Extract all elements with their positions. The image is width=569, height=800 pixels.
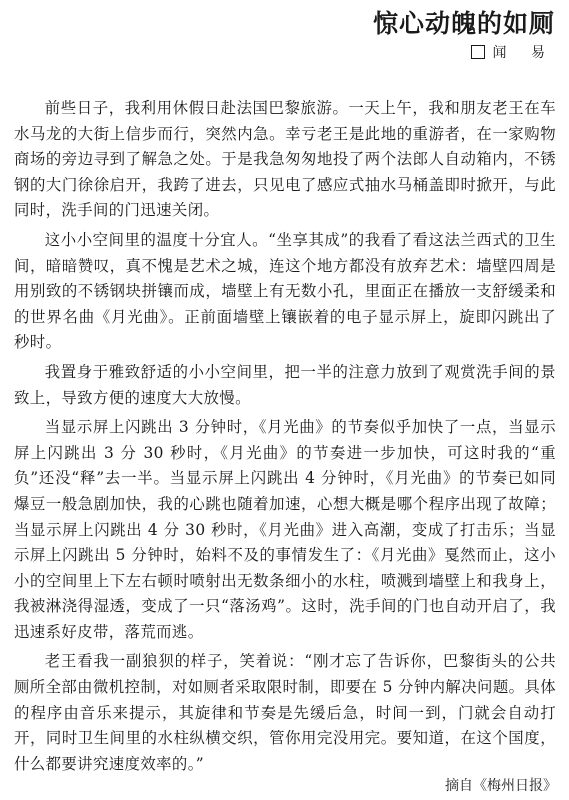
source-credit: 摘自《梅州日报》: [445, 778, 557, 794]
square-icon: [471, 45, 485, 59]
author-line: [471, 42, 555, 62]
paragraph-2: 这小小空间里的温度十分宜人。“坐享其成”的我看了看这法兰西式的卫生间，暗暗赞叹，真不愧是艺术之城，连这个地方都没有放弃艺术：墙壁四周是用别致的不锈钢块拼镶而成，墙壁上有无数小孔，里面正在播放一支舒缓柔和的世界名曲《月光曲》。正前面墙壁上镶嵌着的电子显示屏上，旋即闪跳出了秒时。: [14, 230, 556, 352]
paragraph-3: 我置身于雅致舒适的小小空间里，把一半的注意力放到了观赏洗手间的景致上，导致方便的速度大大放慢。: [14, 362, 556, 407]
article-body: [14, 96, 556, 781]
author-name: 闻 易: [492, 45, 555, 61]
paragraph-5: 老王看我一副狼狈的样子，笑着说：“刚才忘了告诉你，巴黎街头的公共厕所全部由微机控制，对如厕者采取限时制，即要在 5 分钟内解决问题。具体的程序由音乐来提示，其旋律和节奏是先缓后急，时间一到，门就会自动打开，同时卫生间里的水柱纵横交织，管你用完没用完。要知道，在这个国度，什么都要讲究速度效率的。”: [14, 652, 556, 773]
article-title: 惊心动魄的如厕: [372, 9, 555, 38]
paragraph-1: 前些日子，我利用休假日赴法国巴黎旅游。一天上午，我和朋友老王在车水马龙的大街上信步而行，突然内急。幸亏老王是此地的重游者，在一家购物商场的旁边寻到了解急之处。于是我急匆匆地投了两个法郎人自动箱内，不锈钢的大门徐徐启开，我跨了进去，只见电了感应式抽水马桶盖即时掀开，与此同时，洗手间的门迅速关闭。: [14, 99, 556, 220]
paragraph-4: 当显示屏上闪跳出 3 分钟时，《月光曲》的节奏似乎加快了一点，当显示屏上闪跳出 3 分 30 秒时，《月光曲》的节奏进一步加快，可这时我的“重负”还没“释”去一半。当显示屏上闪跳出 4 分钟时，《月光曲》的节奏已如同爆豆一般急剧加快，我的心跳也随着加速，心想大概是哪个程序出现了故障；当显示屏上闪跳出 4 分 30 秒时，《月光曲》进入高潮，变成了打击乐；当显示屏上闪跳出 5 分钟时，始料不及的事情发生了：《月光曲》戛然而止，这小小的空间里上下左右顿时喷射出无数条细小的水柱，喷溅到墙壁上和我身上，我被淋浇得湿透，变成了一只“落汤鸡”。这时，洗手间的门也自动开启了，我迅速系好皮带，落荒而逃。: [14, 418, 556, 641]
